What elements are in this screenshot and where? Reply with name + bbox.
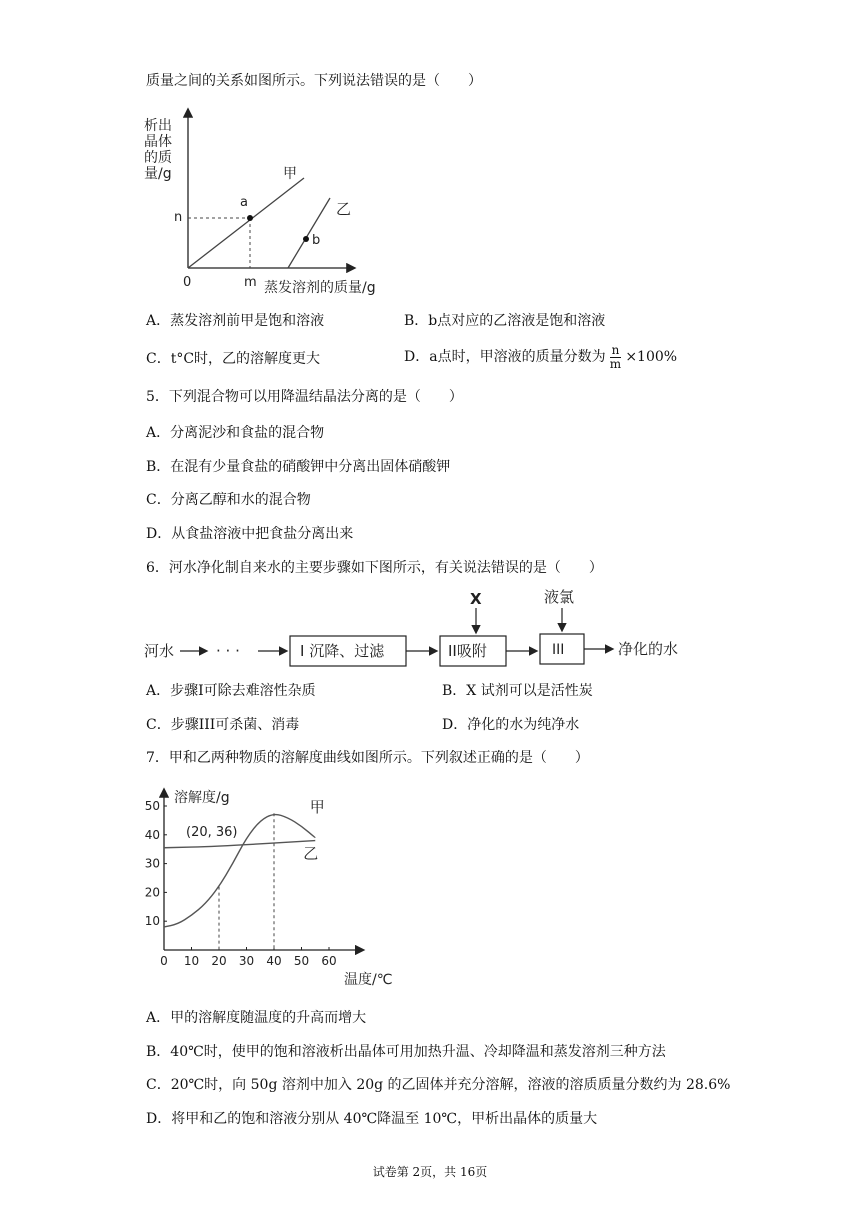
intro-line: 质量之间的关系如图所示。下列说法错误的是（ ） (146, 73, 482, 89)
line-jia-label: 甲 (283, 166, 297, 182)
flow-dots: · · · (216, 642, 240, 660)
river-label: 河水 (144, 642, 175, 660)
q5-option-c: C．分离乙醇和水的混合物 (146, 492, 311, 508)
q5-stem: 5．下列混合物可以用降温结晶法分离的是（ ） (146, 389, 463, 405)
n-label: n (174, 210, 183, 225)
x-tick-label: 0 (160, 954, 168, 968)
x-tick-label: 30 (238, 954, 255, 968)
y-tick-label: 50 (144, 799, 160, 813)
fraction-denominator: m (609, 356, 622, 371)
q4-option-d-prefix: D．a点时，甲溶液的质量分数为 (404, 349, 606, 365)
line-jia (188, 178, 304, 268)
point-a-label: a (240, 195, 248, 210)
fraction-n-over-m (610, 344, 622, 371)
q4-option-a: A．蒸发溶剂前甲是饱和溶液 (146, 313, 325, 329)
y-tick-label: 10 (144, 914, 160, 929)
point-b (303, 236, 309, 242)
q6-option-d: D．净化的水为纯净水 (442, 717, 580, 733)
q5-option-d: D．从食盐溶液中把食盐分离出来 (146, 526, 354, 542)
origin-label: 0 (183, 275, 192, 290)
x-tick-label: 60 (321, 954, 337, 968)
series-label-jia: 甲 (309, 797, 325, 816)
point-annotation: (20, 36) (186, 825, 238, 841)
q7-option-d: D．将甲和乙的饱和溶液分别从 40℃降温至 10℃，甲析出晶体的质量大 (146, 1111, 598, 1127)
q7-option-a: A．甲的溶解度随温度的升高而增大 (146, 1010, 367, 1026)
q4-option-d (404, 342, 677, 372)
x-tick-label: 50 (293, 954, 310, 968)
q7-stem: 7．甲和乙两种物质的溶解度曲线如图所示。下列叙述正确的是（ ） (146, 750, 589, 766)
crystal-mass-figure (140, 100, 400, 300)
solubility-chart (140, 782, 410, 992)
x-tick-label: 40 (266, 954, 282, 968)
point-b-label: b (312, 233, 321, 248)
q5-option-a: A．分离泥沙和食盐的混合物 (146, 425, 325, 441)
box-step2-label: II吸附 (448, 642, 487, 660)
y-tick-label: 30 (144, 856, 160, 871)
y-label-line-3: 的质 (144, 150, 172, 166)
m-label: m (244, 275, 257, 290)
y-label-line-2: 晶体 (144, 134, 172, 150)
q4-option-b: B．b点对应的乙溶液是饱和溶液 (404, 313, 606, 329)
line-yi (288, 198, 330, 268)
fraction-numerator: n (611, 342, 620, 357)
chlorine-label: 液氯 (544, 588, 575, 606)
q6-option-a: A．步骤I可除去难溶性杂质 (146, 683, 316, 699)
series-line-yi (164, 841, 315, 848)
q4-option-d-suffix: ×100% (625, 349, 678, 365)
q7-option-c: C．20℃时，向 50g 溶剂中加入 20g 的乙固体并充分溶解，溶液的溶质质量分数约为 28.6% (146, 1077, 731, 1093)
x-tick-label: 20 (211, 954, 227, 968)
y-tick-label: 20 (144, 885, 160, 900)
q4-option-c: C．t°C时，乙的溶解度更大 (146, 351, 321, 367)
water-purification-flow (140, 582, 700, 668)
y-label-line-1: 析出 (144, 118, 172, 134)
q6-stem: 6．河水净化制自来水的主要步骤如下图所示，有关说法错误的是（ ） (146, 560, 603, 576)
q7-option-b: B．40℃时，使甲的饱和溶液析出晶体可用加热升温、冷却降温和蒸发溶剂三种方法 (146, 1044, 666, 1060)
y-tick-label: 40 (144, 827, 160, 842)
x-tick-label: 10 (183, 954, 200, 968)
y-axis-label: 溶解度/g (174, 790, 230, 806)
box-step3-label: III (552, 642, 565, 658)
point-a (247, 215, 253, 221)
x-axis-label: 温度/℃ (344, 972, 393, 988)
x-input-label: X (470, 590, 482, 608)
x-label: 蒸发溶剂的质量/g (264, 280, 376, 296)
output-label: 净化的水 (618, 640, 679, 658)
page-footer: 试卷第 2页，共 16页 (372, 1165, 488, 1179)
line-yi-label: 乙 (336, 200, 352, 218)
q6-option-b: B．X 试剂可以是活性炭 (442, 683, 593, 699)
q6-option-c: C．步骤III可杀菌、消毒 (146, 717, 300, 733)
q5-option-b: B．在混有少量食盐的硝酸钾中分离出固体硝酸钾 (146, 459, 451, 475)
series-label-yi: 乙 (303, 844, 319, 863)
box-step1-label: I 沉降、过滤 (300, 642, 385, 660)
y-label-line-4: 量/g (144, 166, 172, 182)
